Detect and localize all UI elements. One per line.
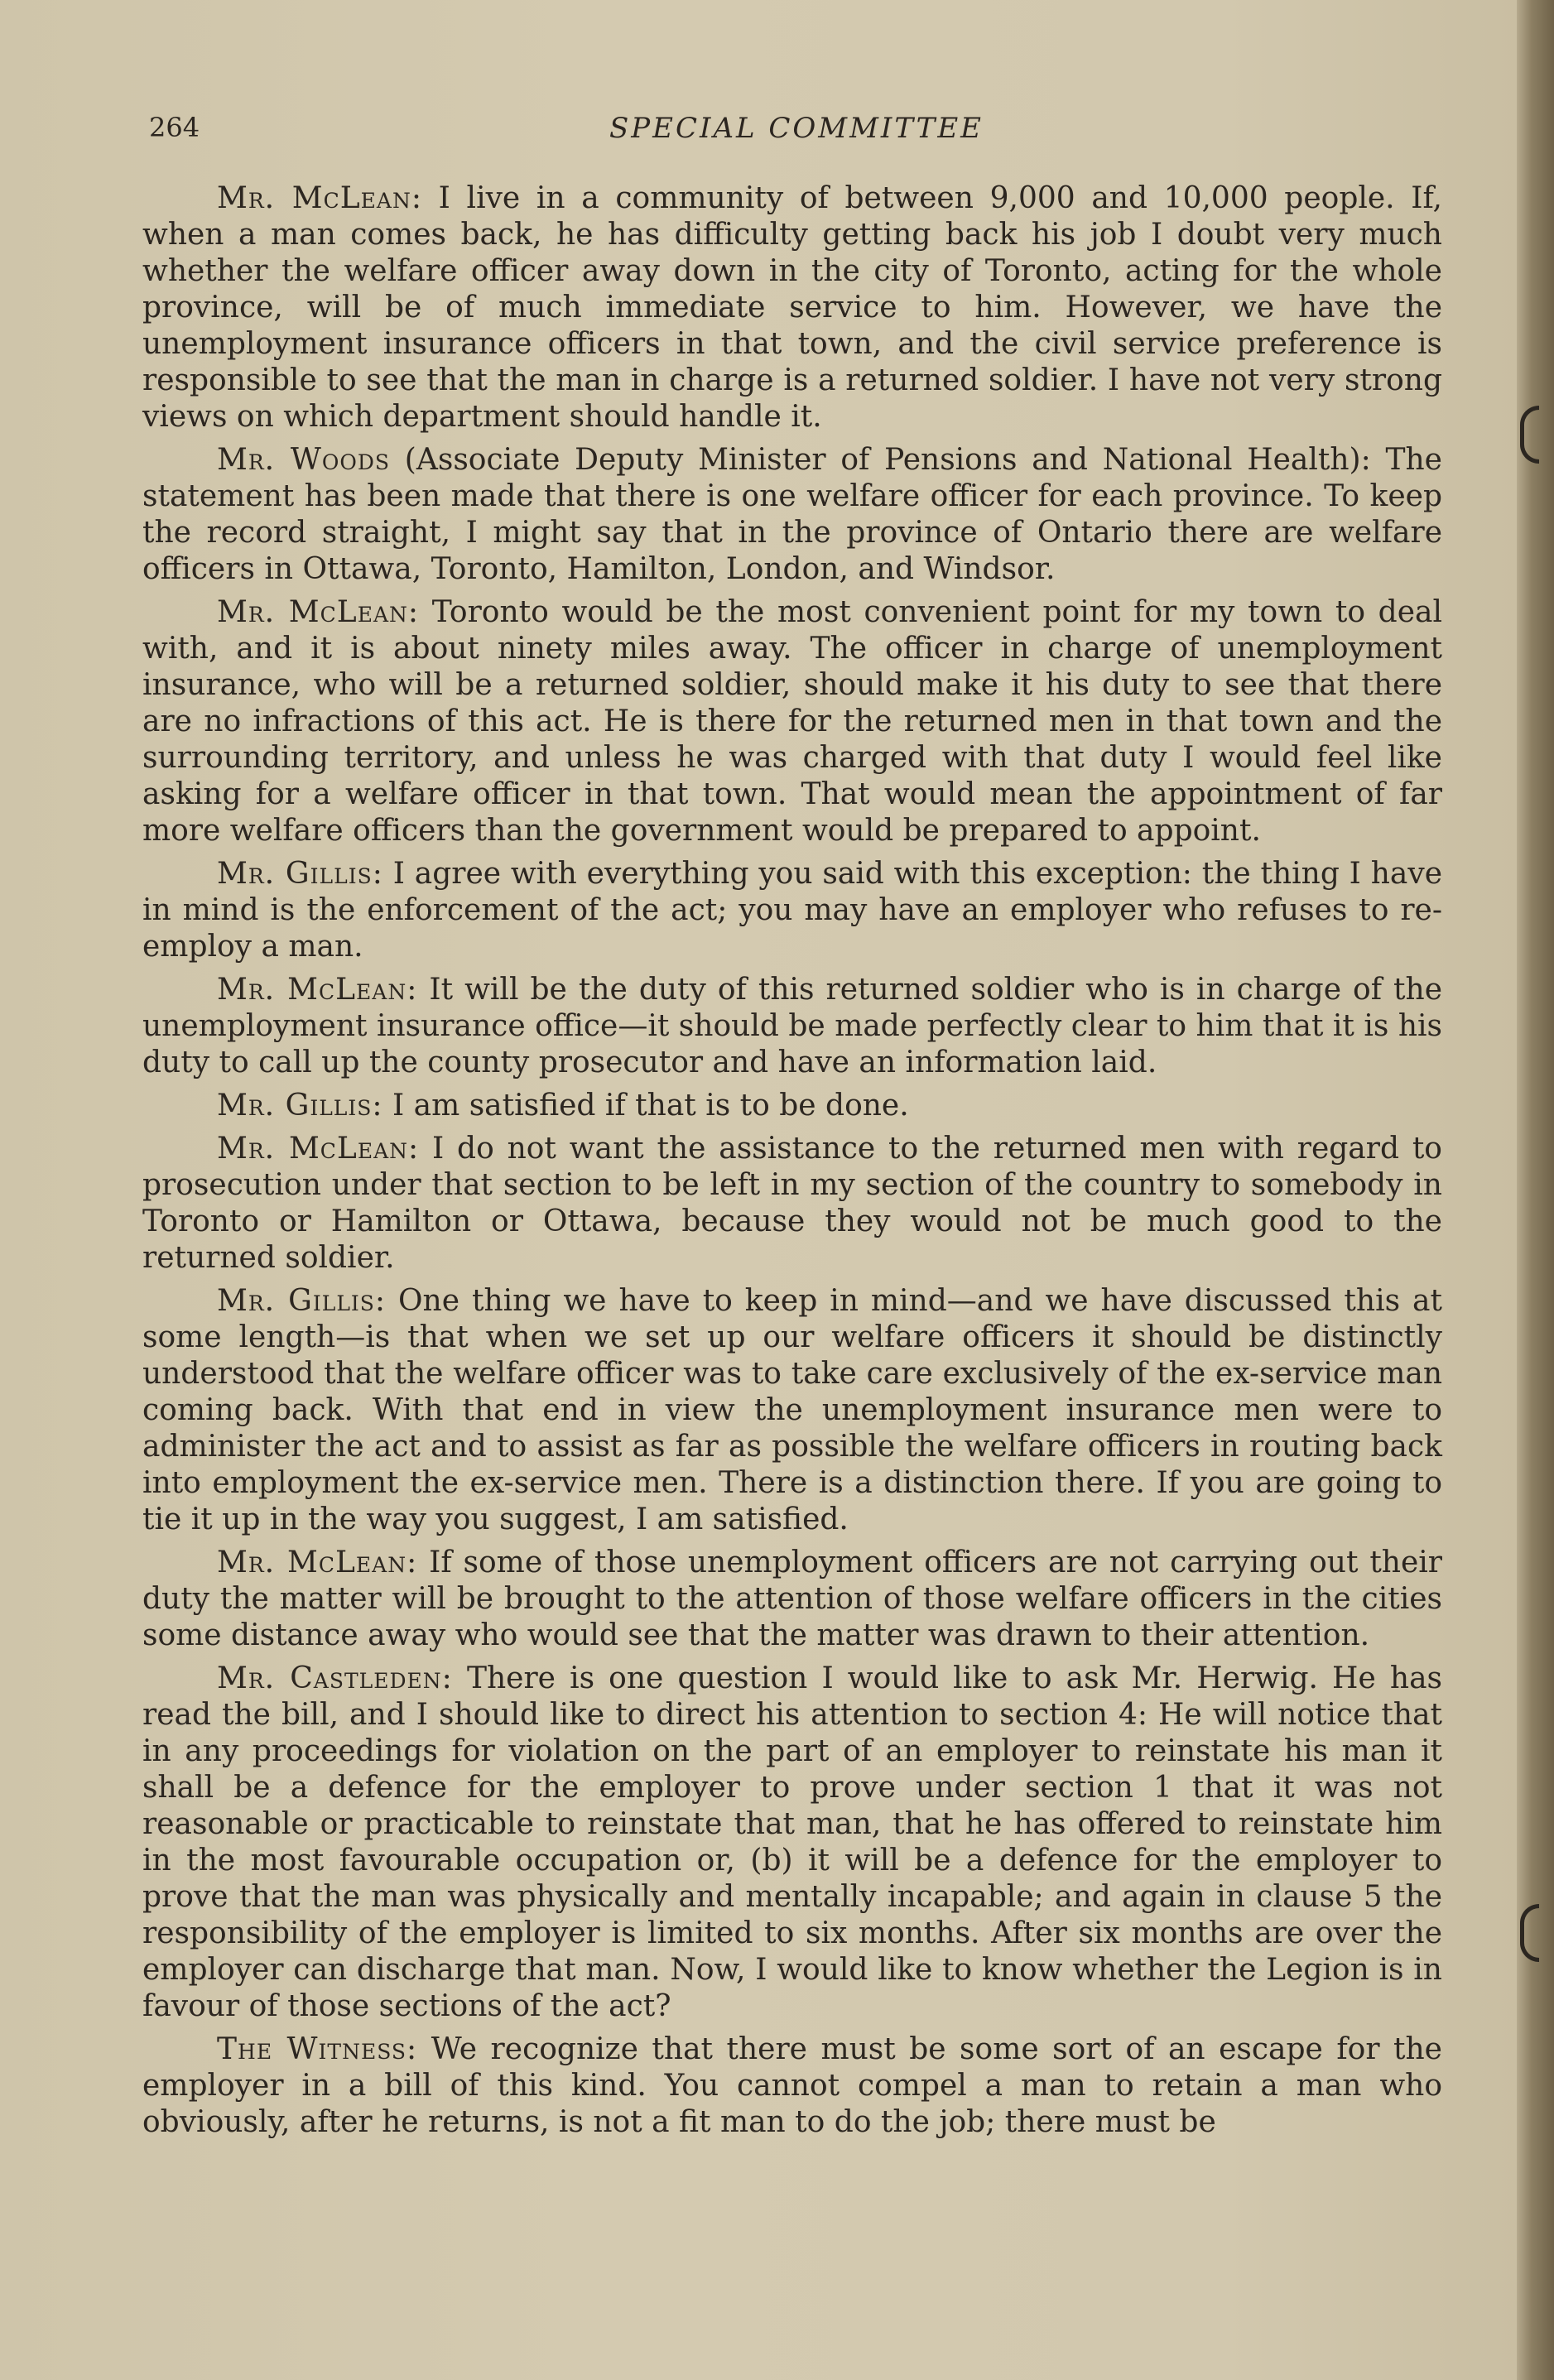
speaker-name: Mr. Gillis: <box>217 1284 387 1318</box>
speaker-name: Mr. McLean: <box>217 595 420 629</box>
speaker-name: Mr. Gillis: <box>217 857 383 891</box>
paragraph-text: I am satisfied if that is to be done. <box>392 1089 909 1123</box>
body-text <box>142 180 1442 2141</box>
running-title: SPECIAL COMMITTEE <box>609 112 984 145</box>
book-spine-edge <box>1517 0 1554 2380</box>
binding-clip-icon <box>1520 406 1539 464</box>
paragraph <box>142 594 1442 849</box>
paragraph <box>142 1088 1442 1124</box>
paragraph-text: I live in a community of between 9,000 and 10,000 people. If, when a man comes back, he has difficulty getting back his job I doubt very much whether the welfare officer away down in the city of Toronto, acting for the whole province, will be of much immediate service to him. However, we have the unemployment insurance officers in that town, and the civil service preference is responsible to see that the man in charge is a returned soldier. I have not very strong views on which department should handle it. <box>142 181 1442 434</box>
paragraph <box>142 972 1442 1081</box>
speaker-name: The Witness: <box>217 2032 418 2066</box>
speaker-name: Mr. McLean: <box>217 1546 418 1579</box>
speaker-name: Mr. Woods <box>217 443 391 477</box>
speaker-name: Mr. McLean: <box>217 1132 420 1166</box>
paragraph-text: We recognize that there must be some sort of an escape for the employer in a bill of this kind. You cannot compel a man to retain a man who obviously, after he returns, is not a fit man to do the job; there must be <box>142 2032 1442 2139</box>
paragraph-text: Toronto would be the most convenient point for my town to deal with, and it is about ninety miles away. The officer in charge of unemployment insurance, who will be a returned soldier, should make it his duty to see that there are no infractions of this act. He is there for the returned men in that town and the surrounding territory, and unless he was charged with that duty I would feel like asking for a welfare officer in that town. That would mean the appointment of far more welfare officers than the government would be prepared to appoint. <box>142 595 1443 848</box>
paragraph <box>142 856 1442 965</box>
paragraph <box>142 1661 1442 2025</box>
paragraph <box>142 180 1442 435</box>
binding-clip-icon <box>1520 1904 1539 1962</box>
speaker-name: Mr. McLean: <box>217 973 418 1007</box>
paragraph <box>142 1545 1442 1654</box>
paragraph <box>142 1283 1442 1538</box>
paragraph-text: I agree with everything you said with this exception: the thing I have in mind is the enforcement of the act; you may have an employer who refuses to re-employ a man. <box>142 857 1442 964</box>
paragraph <box>142 442 1442 588</box>
page-number: 264 <box>149 112 200 143</box>
paragraph <box>142 2031 1442 2141</box>
paragraph-text: (Associate Deputy Minister of Pensions and National Health): The statement has been made that there is one welfare officer for each province. To keep the record straight, I might say that in the province of Ontario there are welfare officers in Ottawa, Toronto, Hamilton, London, and Windsor. <box>142 443 1442 586</box>
speaker-name: Mr. McLean: <box>217 181 422 215</box>
page-header <box>142 112 1451 149</box>
paragraph-text: There is one question I would like to ask Mr. Herwig. He has read the bill, and I should like to direct his attention to section 4: He will notice that in any proceedings for violation on the part of an employer to reinstate his man it shall be a defence for the employer to prove under section 1 that it was not reasonable or practicable to reinstate that man, that he has offered to reinstate him in the most favourable occupation or, (b) it will be a defence for the employer to prove that the man was physically and mentally incapable; and again in clause 5 the responsibility of the employer is limited to six months. After six months are over the employer can discharge that man. Now, I would like to know whether the Legion is in favour of those sections of the act? <box>142 1661 1443 2023</box>
paragraph-text: If some of those unemployment officers are not carrying out their duty the matter will be brought to the attention of those welfare officers in the cities some distance away who would see that the matter was drawn to their attention. <box>142 1546 1442 1652</box>
paragraph-text: It will be the duty of this returned soldier who is in charge of the unemployment insurance office—it should be made perfectly clear to him that it is his duty to call up the county prosecutor and have an information laid. <box>142 973 1443 1079</box>
speaker-name: Mr. Gillis: <box>217 1089 383 1123</box>
paragraph-text: One thing we have to keep in mind—and we have discussed this at some length—is that when we set up our welfare officers it should be distinctly understood that the welfare officer was to take care exclusively of the ex-service man coming back. With that end in view the unemployment insurance men were to administer the act and to assist as far as possible the welfare officers in routing back into employment the ex-service men. There is a distinction there. If you are going to tie it up in the way you suggest, I am satisfied. <box>142 1284 1442 1536</box>
speaker-name: Mr. Castleden: <box>217 1661 453 1695</box>
paragraph <box>142 1131 1442 1277</box>
paragraph-text: I do not want the assistance to the returned men with regard to prosecution under that section to be left in my section of the country to somebody in Toronto or Hamilton or Ottawa, because they would not be much good to the returned soldier. <box>142 1132 1442 1275</box>
